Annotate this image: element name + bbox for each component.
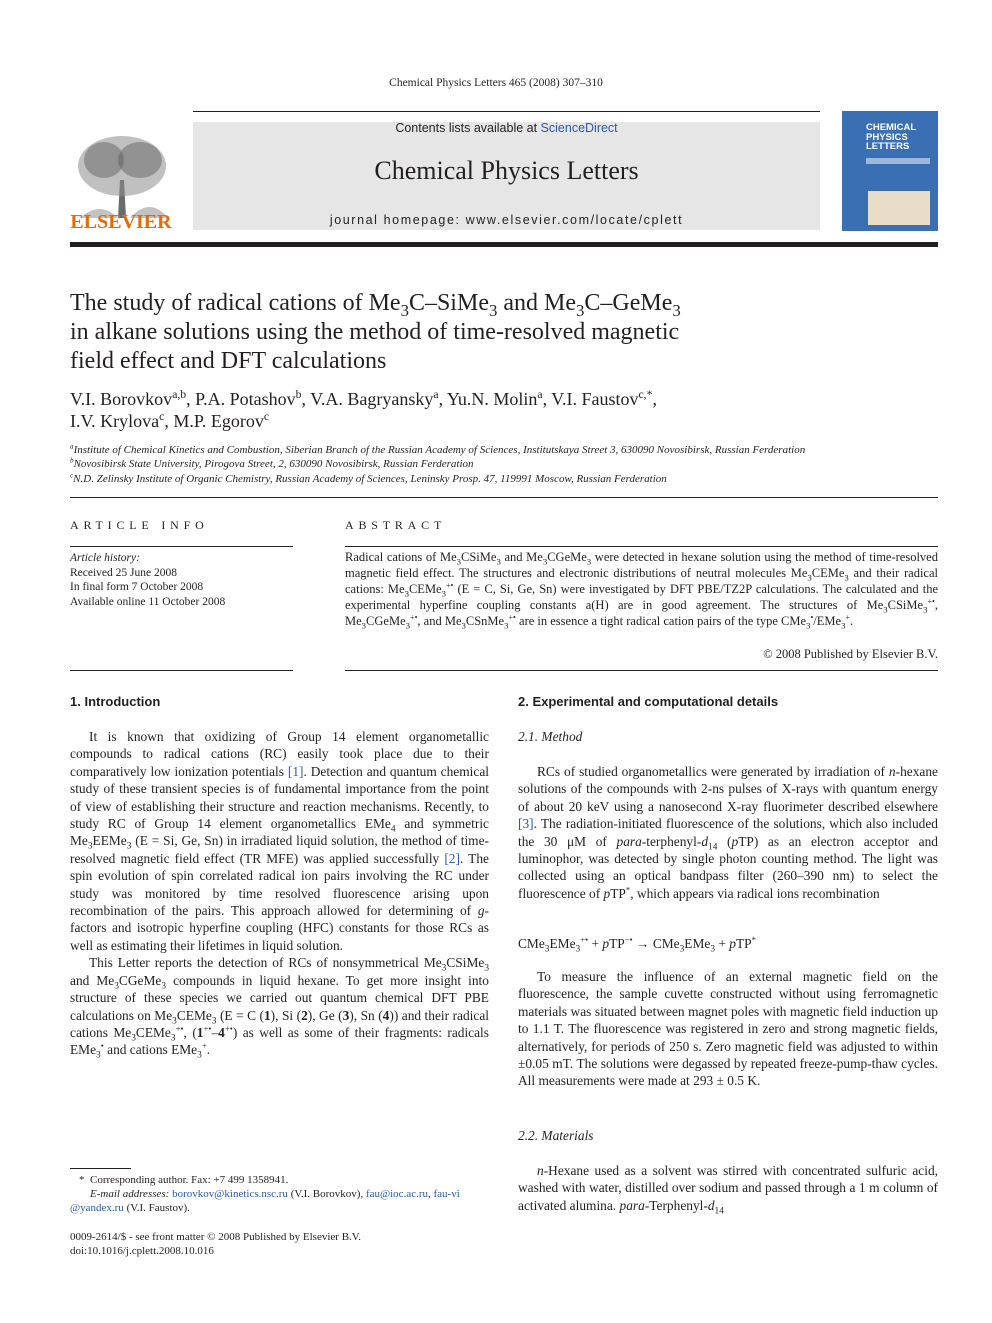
article-title [70, 289, 770, 376]
footnote-rule [70, 1168, 131, 1169]
final-form-date: In final form 7 October 2008 [70, 581, 204, 593]
affiliation-rule [70, 497, 938, 498]
abstract-copyright: © 2008 Published by Elsevier B.V. [763, 647, 938, 661]
online-date: Available online 11 October 2008 [70, 595, 226, 608]
corresponding-author: * Corresponding author. Fax: +7 499 1358941. [79, 1174, 289, 1186]
contents-prefix: Contents lists available at [395, 121, 541, 135]
author: V.I. Borovkov$^{a,b}$ [70, 388, 187, 409]
materials-body: n-Hexane used as a solvent was stirred with concentrated sulfuric acid, washed with water, distilled over sodium and passed through a 1 m column of activated alumina. para-$Terphenyl-d_{14}$ [518, 1163, 938, 1217]
elsevier-wordmark: ELSEVIER [70, 211, 172, 233]
method-body-cont: To measure the influence of an external magnetic field on the fluorescence, the sample cuvette constructed without using ferromagnetic materials was situated between magnet poles with magnetic field induction up to 1.1 T. The fluorescence was registered in zero and strong magnetic fields, alternatively, for periods of 250 s. Zero magnetic field was adjusted to within ±0.05 mT. The solutions were degassed by repeated freeze-pump-thaw cycles. All measurements were made at 293 ± 0.5 K. [518, 969, 938, 1089]
email-line-cont: @yandex.ru (V.I. Faustov). [70, 1202, 190, 1214]
email-line: E-mail addresses: borovkov@kinetics.nsc.ru (V.I. Borovkov), fau@ioc.ac.ru, fau-vi [90, 1188, 460, 1200]
email-link[interactable]: @yandex.ru [70, 1202, 124, 1214]
journal-name: Chemical Physics Letters [374, 156, 639, 185]
footnote [70, 1173, 489, 1215]
journal-reference: Chemical Physics Letters 465 (2008) 307–310 [389, 77, 603, 89]
method-body: RCs of studied organometallics were generated by irradiation of n-hexane solutions of the compounds with 2-ns pulses of X-rays with quantum energy of about 20 keV using a nanosecond X-ray fluorimeter described elsewhere [3]. The radiation-initiated fluorescence of the solutions, which also included the 30 μM of para-$terphenyl-d_{14}$ (pTP) as an electron acceptor and luminophor, was detected by single photon counting method. The light was collected using an optical bandpass filter (260–390 nm) to select the fluorescence of pTP*, which appears via radical ions recombination [518, 764, 938, 901]
info-rule [70, 546, 293, 547]
author: I.V. Krylova$^c$ [70, 410, 165, 431]
cover-subtitle-bar [866, 158, 930, 164]
cover-title-line: PHYSICS [866, 131, 908, 143]
email-link[interactable]: fau-vi [433, 1188, 460, 1200]
email-link[interactable]: borovkov@kinetics.nsc.ru [172, 1188, 288, 1200]
section-heading-experimental: 2. Experimental and computational details [518, 694, 779, 709]
doi-line[interactable]: doi:10.1016/j.cplett.2008.10.016 [70, 1245, 214, 1257]
author-line-2: I.V. Krylova$^c$, M.P. Egorov$^c$ [70, 410, 270, 431]
affiliation: $^b$Novosibirsk State University, Pirogova Street, 2, 630090 Novosibirsk, Russian Ferderation [70, 456, 474, 470]
subsection-heading-method: 2.1. Method [518, 729, 583, 744]
author: V.I. Faustov$^{c,*}$ [551, 388, 653, 409]
title-line-1: The study of radical cations of $Me_3C-SiMe_3$ and $Me_3C-GeMe_3$ [70, 290, 681, 320]
history-label: Article history: [70, 552, 140, 564]
abstract-heading: ABSTRACT [345, 518, 447, 532]
cover-title-line: LETTERS [866, 141, 910, 152]
header-rule [193, 111, 820, 112]
author: P.A. Potashov$^b$ [195, 388, 302, 409]
author-line-1: V.I. Borovkov$^{a,b}$, P.A. Potashov$^b$, V.A. Bagryansky$^a$, Yu.N. Molin$^a$, V.I. Faustov$^{c,*}$, [70, 388, 657, 409]
equation-recombination: CMe$_3$EMe$_3$+• + pTP−• → CMe$_3$EMe$_3$ + pTP* [518, 934, 756, 955]
header-thick-rule [70, 242, 938, 247]
received-date: Received 25 June 2008 [70, 566, 177, 579]
info-rule-bottom [70, 670, 293, 671]
author-list [70, 388, 830, 432]
abstract-rule [345, 546, 938, 547]
sciencedirect-link[interactable]: ScienceDirect [540, 121, 618, 135]
article-info-heading: ARTICLE INFO [70, 518, 209, 532]
affiliation: $^a$Institute of Chemical Kinetics and Combustion, Siberian Branch of the Russian Academy of Sciences, Institutskaya Street 3, 630090 Novosibirsk, Russian Ferderation [70, 442, 806, 456]
cover-title [866, 123, 916, 152]
email-link[interactable]: fau@ioc.ac.ru [365, 1188, 428, 1200]
affiliation: $^c$N.D. Zelinsky Institute of Organic Chemistry, Russian Academy of Sciences, Leninsky Prosp. 47, 119991 Moscow, Russian Ferderation [70, 471, 667, 485]
author: M.P. Egorov$^c$ [173, 410, 270, 431]
subsection-heading-materials: 2.2. Materials [518, 1128, 594, 1143]
section-heading-introduction: 1. Introduction [70, 694, 161, 709]
contents-line [193, 121, 820, 135]
issn-doi [70, 1230, 489, 1258]
title-line-2: in alkane solutions using the method of time-resolved magnetic [70, 319, 680, 345]
author: V.A. Bagryansky$^a$ [310, 388, 439, 409]
introduction-body: It is known that oxidizing of Group 14 element organometallic compounds to radical cations (RC) easily took place due to their comparatively low ionization potentials [1]. Detection and quantum chemical study of these transient species is of fundamental importance from the point of view of establishing their structure and reaction mechanisms. Recently, to study RC of Group 14 element organometallics EMe$_4$ and symmetric $Me_3EEMe_3$ (E = Si, Ge, Sn) in irradiated liquid solution, the method of time-resolved magnetic field effect (TR MFE) was applied successfully [2]. The spin evolution of spin correlated radical ion pairs involving the RC under study was monitored by time resolved fluorescence arising upon recombination of the pairs. This approach allowed for determining of g-factors and isotropic hyperfine coupling (HFC) constants for those RCs as well as estimating their lifetimes in liquid solution. This Letter reports the detection of RCs of nonsymmetrical $Me_3CSiMe_3$ and $Me_3CGeMe_3$ compounds in liquid hexane. To get more insight into structure of these species we carried out quantum chemical DFT PBE calculations on $Me_3CEMe_3$ (E = C (1), Si (2), Ge (3), Sn (4)) and their radical cations $Me_3CEMe_3^{+•}$, (1+•–4+•) as well as some of their fragments: radicals EMe$_3$• and cations EMe$_3$+. [70, 729, 489, 1061]
article-history [70, 551, 293, 609]
journal-cover [842, 111, 938, 231]
abstract-rule-bottom [345, 670, 938, 671]
title-line-3: field effect and DFT calculations [70, 348, 387, 374]
issn-line: 0009-2614/$ - see front matter © 2008 Published by Elsevier B.V. [70, 1231, 362, 1243]
cover-molecule-art [868, 191, 930, 225]
author: Yu.N. Molin$^a$ [446, 388, 543, 409]
cover-title-line: CHEMICAL [866, 122, 917, 133]
journal-homepage[interactable]: journal homepage: www.elsevier.com/locate/cplett [329, 213, 684, 227]
abstract-body: Radical cations of $Me_3CSiMe_3$ and $Me_3CGeMe_3$ were detected in hexane solution using the method of time-resolved magnetic field effect. The structures and electronic distributions of neutral molecules $Me_3CEMe_3$ and their radical cations: $Me_3CEMe_3^{+•}$ (E = C, Si, Ge, Sn) were investigated by DFT PBE/TZ2P calculations. The calculated and the experimental hyperfine coupling constants a(H) are in good agreement. The structures of $Me_3CSiMe_3^{+•}$, $Me_3CGeMe_3^{+•}$, and $Me_3CSnMe_3^{+•}$ are in essence a tight radical cation pairs of the type CMe$_3$•/EMe$_3$+. [345, 550, 938, 631]
